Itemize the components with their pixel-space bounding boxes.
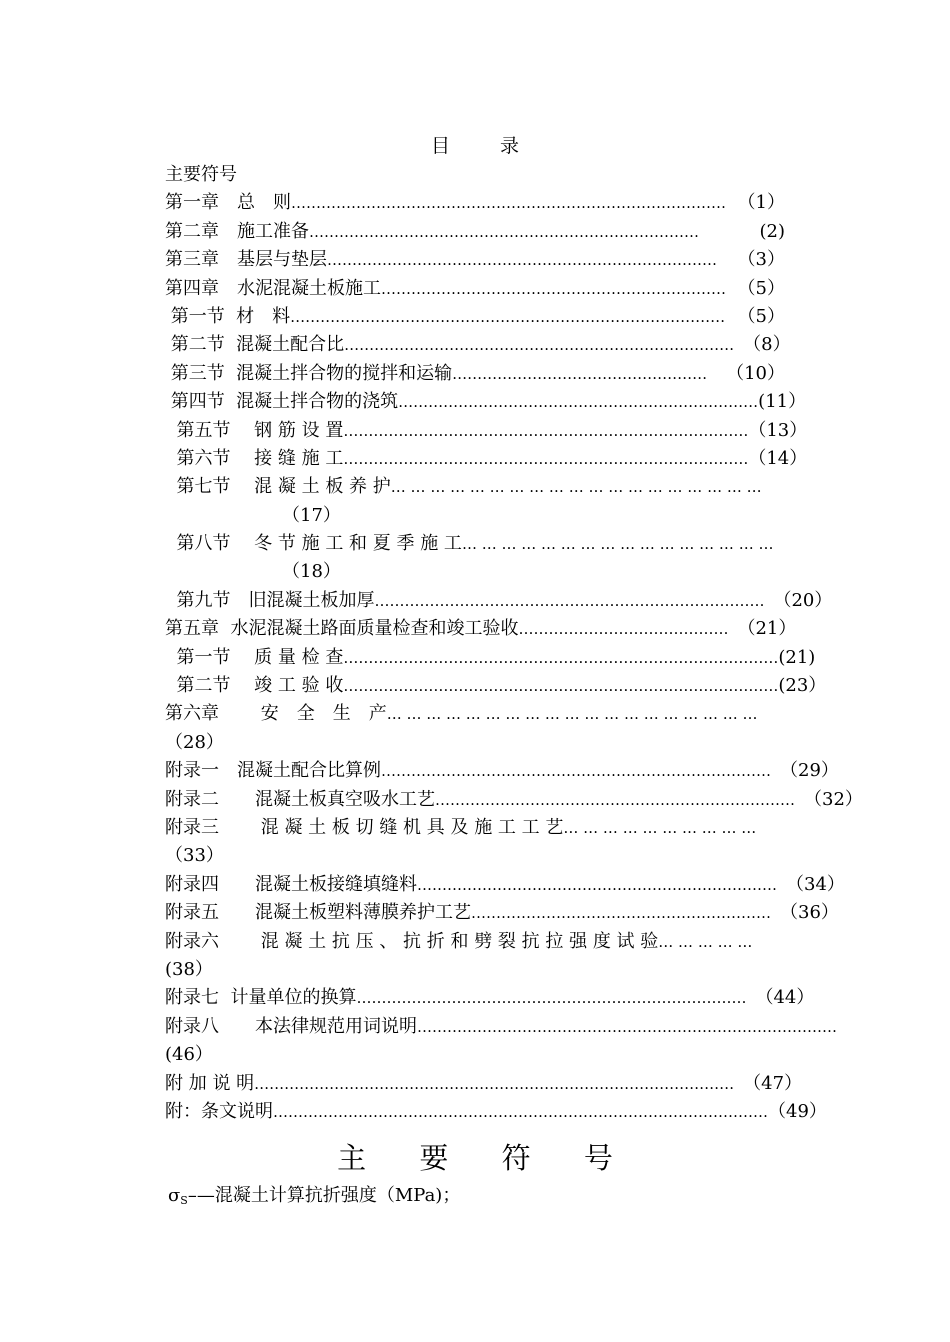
toc-leader-dots: ……………………………………………………………… (398, 393, 759, 412)
toc-entry-page: （21） (728, 618, 797, 640)
toc-leader-dots: ………………………………………………………………………… (417, 1017, 837, 1036)
toc-entry[interactable] (165, 246, 785, 274)
toc-entry-page: （47） (734, 1072, 803, 1094)
toc-entry-label: 附录八 本法律规范用词说明 (165, 1015, 417, 1037)
toc-entry-page: （34） (777, 873, 845, 895)
toc-leader-dots: … … … … … … … … … … … … … … … … … … … (390, 478, 762, 497)
toc-entry-label: 第五节 钢 筋 设 置 (165, 419, 344, 441)
toc-entry-page: （5） (728, 277, 785, 299)
toc-entry[interactable] (165, 218, 785, 246)
toc-leader-dots: ……………………………………………………………… (435, 790, 795, 809)
toc-entry[interactable] (165, 445, 808, 473)
symbol-definition (168, 1181, 460, 1207)
toc-entry-page: （18） (165, 561, 341, 583)
toc-entry-label: 附录二 混凝土板真空吸水工艺 (165, 788, 435, 810)
toc-entry-label: 第五章 水泥混凝土路面质量检查和竣工验收 (165, 618, 519, 640)
toc-leader-dots: … … … … … (658, 932, 753, 951)
toc-leader-dots: … … … … … … … … … … (563, 818, 757, 837)
toc-entry-page: （33） (165, 845, 224, 867)
toc-entry-page: （13） (748, 419, 808, 441)
toc-entry[interactable] (165, 1098, 827, 1126)
toc-leader-dots: …………………………………………………………………………… (343, 648, 779, 667)
toc-entry[interactable] (165, 473, 785, 501)
toc-leader-dots: …………………………………………………………………… (344, 336, 735, 355)
toc-leader-dots: ……………………………………………………………………… (343, 449, 749, 468)
toc-entry[interactable] (165, 757, 839, 785)
toc-leader-dots: …………………………………………………………………………… (343, 677, 779, 696)
toc-entry[interactable] (165, 672, 827, 700)
toc-entry-page: (38） (165, 958, 213, 980)
toc-entry-label: 第六节 接 缝 施 工 (165, 447, 344, 469)
toc-entry-label: 附录四 混凝土板接缝填缝料 (165, 873, 417, 895)
toc-leader-dots: …………………………………………………………… (381, 279, 726, 298)
toc-entry[interactable] (165, 189, 785, 217)
toc-entry-page: （10） (717, 362, 785, 384)
toc-entry[interactable] (165, 360, 785, 388)
toc-entry-label: 附录七 计量单位的换算 (165, 987, 357, 1009)
toc-entry-page: （44） (746, 987, 815, 1009)
toc-leader-dots: …………………………………………………………………… (327, 251, 717, 270)
toc-entry-label: 附录三 混 凝 土 板 切 缝 机 具 及 施 工 工 艺 (165, 816, 564, 838)
toc-entry[interactable] (165, 331, 791, 359)
toc-leader-dots: … … … … … … … … … … … … … … … … … … … (386, 705, 758, 724)
toc-entry-label: 第四章 水泥混凝土板施工 (165, 277, 381, 299)
toc-entry-page: （14） (748, 447, 808, 469)
toc-leader-dots: …………………………………… (518, 620, 729, 639)
toc-entry-label: 附录六 混 凝 土 抗 压 、 抗 折 和 劈 裂 抗 拉 强 度 试 验 (165, 930, 659, 952)
toc-entry-label: 第六章 安 全 生 产 (165, 703, 387, 725)
toc-entry-label: 第一章 总 则 (165, 192, 291, 214)
toc-entry[interactable] (165, 644, 816, 672)
symbol-subscript: S (180, 1194, 188, 1207)
toc-title: 目 录 (430, 135, 542, 157)
toc-entry-label: 第二节 混凝土配合比 (165, 334, 345, 356)
toc-leader-dots: …………………………………………………………………… (374, 591, 765, 610)
toc-entry-label: 第三节 混凝土拌合物的搅拌和运输 (165, 362, 453, 384)
toc-entry-label: 第四节 混凝土拌合物的浇筑 (165, 391, 399, 413)
toc-entry-label: 第一节 质 量 检 查 (165, 646, 344, 668)
toc-entry-label: 第九节 旧混凝土板加厚 (165, 589, 375, 611)
toc-entry-page: (21) (778, 646, 816, 668)
toc-leader-dots: …………………………………………… (452, 364, 708, 383)
toc-entry-page: （20） (764, 589, 833, 611)
toc-entry-page: (23） (778, 675, 827, 697)
toc-entry-label: 第二节 竣 工 验 收 (165, 675, 344, 697)
toc-entry[interactable] (165, 871, 845, 899)
toc-header-line (165, 161, 785, 189)
toc-entry-label: 附录一 混凝土配合比算例 (165, 760, 381, 782)
toc-leader-dots: …………………………………………………………………………………… (254, 1074, 735, 1093)
toc-entry-page: (46） (165, 1044, 213, 1066)
toc-entry[interactable] (165, 786, 863, 814)
toc-entry-label: 第三章 基层与垫层 (165, 249, 327, 271)
toc-entry-page: （29） (771, 760, 839, 782)
toc-entry[interactable] (165, 700, 785, 728)
toc-entry-label: 附：条文说明 (165, 1100, 273, 1122)
toc-leader-dots: …………………………………………………………………… (381, 762, 771, 781)
toc-entry-page: （36） (771, 902, 839, 924)
symbol-sigma: σ (168, 1185, 181, 1206)
toc-entry[interactable] (165, 1013, 837, 1041)
toc-leader-dots: …………………………………………………………………………… (291, 194, 726, 213)
toc-entry-label: 附录五 混凝土板塑料薄膜养护工艺 (165, 902, 471, 924)
toc-entry[interactable] (165, 303, 785, 331)
toc-leader-dots: …………………………………………………………………… (356, 989, 747, 1008)
toc-entry[interactable] (165, 275, 785, 303)
toc-entry[interactable] (165, 615, 797, 643)
toc-leader-dots: …………………………………………………………………… (309, 222, 699, 241)
toc-entry[interactable] (165, 417, 808, 445)
toc-entry-page: （49） (768, 1100, 827, 1122)
toc-entry[interactable] (165, 388, 807, 416)
toc-entry[interactable] (165, 814, 785, 842)
toc-leader-dots: ……………………………………………………………………………………… (273, 1102, 768, 1121)
toc-entry-page: (2) (753, 220, 785, 242)
toc-entry-page: （3） (728, 249, 785, 271)
toc-header: 主要符号 (165, 164, 237, 185)
toc-entry-page: （5） (737, 305, 785, 327)
symbols-section-title: 主 要 符 号 (337, 1141, 635, 1175)
toc-leader-dots: ……………………………………………………………… (417, 875, 777, 894)
toc-leader-dots: ……………………………………………………………………… (343, 421, 749, 440)
toc-entry-page: （28） (165, 731, 224, 753)
toc-entry[interactable] (165, 1070, 803, 1098)
toc-entry-page: (11） (758, 391, 807, 413)
toc-entry[interactable] (165, 984, 815, 1012)
toc-entry-label: 第一节 材 料 (165, 305, 291, 327)
symbol-description: –—混凝土计算抗折强度（MPa)； (187, 1185, 461, 1206)
toc-entry[interactable] (165, 530, 785, 558)
toc-entry[interactable] (165, 587, 833, 615)
toc-leader-dots: …………………………………………………… (471, 904, 771, 923)
toc-entry-page: （32） (795, 788, 863, 810)
toc-entry-label: 第七节 混 凝 土 板 养 护 (165, 476, 391, 498)
toc-entry-page: （17） (165, 504, 341, 526)
toc-entry-page: （8） (734, 334, 791, 356)
toc-leader-dots: …………………………………………………………………………… (290, 307, 726, 326)
toc-entry-label: 附 加 说 明 (165, 1072, 255, 1094)
toc-entry-page: （1） (737, 192, 785, 214)
toc-entry[interactable] (165, 928, 785, 956)
toc-entry[interactable] (165, 899, 839, 927)
toc-entry-label: 第八节 冬 节 施 工 和 夏 季 施 工 (165, 533, 462, 555)
toc-leader-dots: … … … … … … … … … … … … … … … … (461, 535, 774, 554)
toc-entry-label: 第二章 施工准备 (165, 220, 309, 242)
table-of-contents (165, 161, 863, 1126)
